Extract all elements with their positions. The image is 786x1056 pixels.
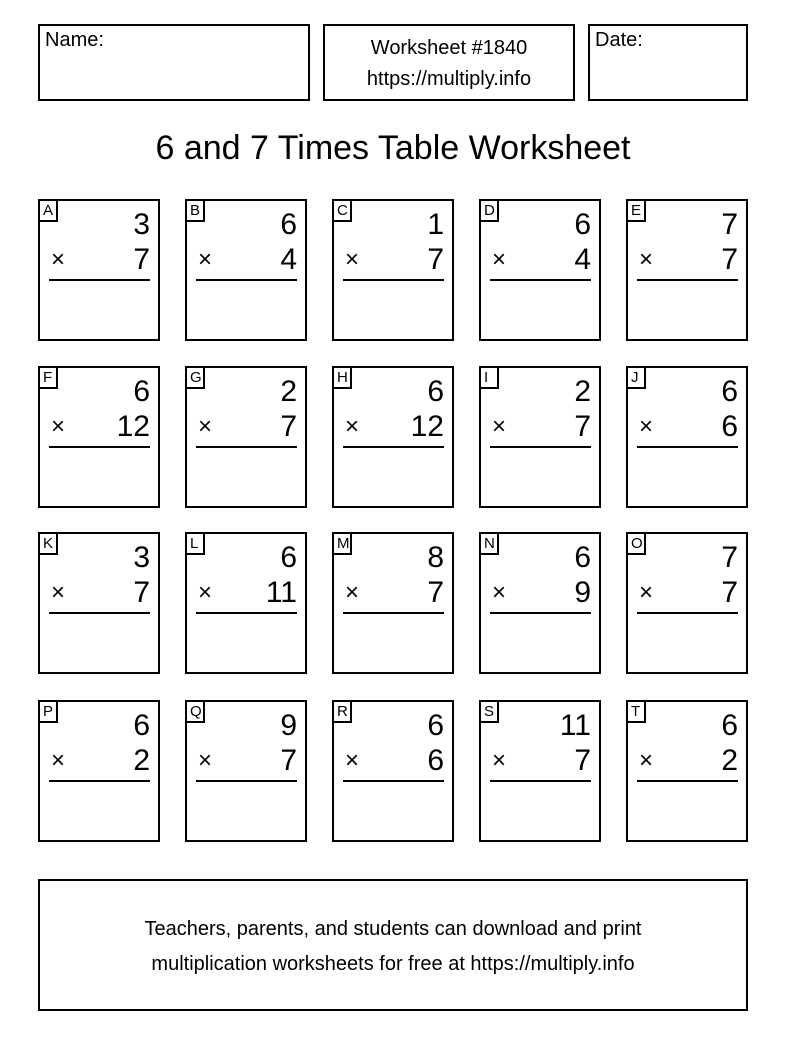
answer-line: [343, 279, 444, 281]
multiplier: 7: [574, 410, 591, 443]
answer-line: [49, 279, 150, 281]
answer-line: [196, 612, 297, 614]
problem-letter: F: [38, 366, 58, 389]
problem-letter: T: [626, 700, 646, 723]
problem-card: [185, 366, 307, 508]
page-title: 6 and 7 Times Table Worksheet: [155, 129, 631, 167]
multiplier: 6: [721, 410, 738, 443]
multiplicand: 6: [574, 208, 591, 241]
problem-card: [332, 532, 454, 674]
times-operator: ×: [51, 246, 66, 273]
answer-line: [49, 780, 150, 782]
problem-letter: O: [626, 532, 646, 555]
problem-card: [626, 700, 748, 842]
times-operator: ×: [345, 579, 360, 606]
multiplicand: 2: [280, 375, 297, 408]
problem-letter: I: [479, 366, 499, 389]
multiplier: 7: [280, 410, 297, 443]
problem-letter: M: [332, 532, 352, 555]
problem-card: [38, 700, 160, 842]
problem-card: [332, 366, 454, 508]
multiplicand: 9: [280, 709, 297, 742]
multiplicand: 7: [721, 208, 738, 241]
times-operator: ×: [492, 579, 507, 606]
times-operator: ×: [198, 413, 213, 440]
answer-line: [637, 279, 738, 281]
problem-card: [38, 532, 160, 674]
problem-card: [185, 199, 307, 341]
problem-card: [38, 366, 160, 508]
multiplier: 12: [116, 410, 150, 443]
problem-card: [332, 700, 454, 842]
multiplier: 7: [427, 576, 444, 609]
multiplier: 11: [265, 576, 297, 609]
multiplicand: 6: [133, 375, 150, 408]
footer-line-2: multiplication worksheets for free at https://multiply.info: [151, 953, 635, 975]
name-label: Name:: [45, 29, 104, 51]
problem-letter: E: [626, 199, 646, 222]
problem-letter: Q: [185, 700, 205, 723]
problem-card: [479, 366, 601, 508]
multiplicand: 11: [559, 709, 591, 742]
problem-card: [185, 700, 307, 842]
multiplier: 9: [574, 576, 591, 609]
multiplicand: 6: [280, 541, 297, 574]
problem-letter: B: [185, 199, 205, 222]
times-operator: ×: [345, 246, 360, 273]
answer-line: [196, 780, 297, 782]
answer-line: [343, 446, 444, 448]
answer-line: [637, 780, 738, 782]
multiplicand: 6: [721, 709, 738, 742]
multiplier: 6: [427, 744, 444, 777]
answer-line: [343, 780, 444, 782]
multiplicand: 3: [133, 208, 150, 241]
problem-card: [185, 532, 307, 674]
problem-card: [38, 199, 160, 341]
problem-card: [332, 199, 454, 341]
answer-line: [49, 446, 150, 448]
problem-card: [479, 199, 601, 341]
multiplier: 7: [133, 243, 150, 276]
multiplier: 7: [280, 744, 297, 777]
answer-line: [637, 612, 738, 614]
multiplier: 2: [721, 744, 738, 777]
multiplicand: 6: [721, 375, 738, 408]
times-operator: ×: [51, 413, 66, 440]
problem-letter: J: [626, 366, 646, 389]
times-operator: ×: [639, 579, 654, 606]
times-operator: ×: [492, 747, 507, 774]
footer-box: [38, 879, 748, 1011]
multiplicand: 1: [427, 208, 444, 241]
multiplicand: 8: [427, 541, 444, 574]
answer-line: [490, 279, 591, 281]
times-operator: ×: [198, 747, 213, 774]
multiplier: 12: [410, 410, 444, 443]
times-operator: ×: [345, 413, 360, 440]
multiplier: 4: [280, 243, 297, 276]
answer-line: [490, 446, 591, 448]
times-operator: ×: [492, 246, 507, 273]
problem-letter: K: [38, 532, 58, 555]
multiplier: 7: [427, 243, 444, 276]
problem-card: [479, 700, 601, 842]
times-operator: ×: [639, 246, 654, 273]
answer-line: [196, 446, 297, 448]
times-operator: ×: [51, 747, 66, 774]
problem-letter: D: [479, 199, 499, 222]
problem-letter: G: [185, 366, 205, 389]
multiplier: 4: [574, 243, 591, 276]
times-operator: ×: [198, 579, 213, 606]
answer-line: [637, 446, 738, 448]
times-operator: ×: [639, 413, 654, 440]
times-operator: ×: [51, 579, 66, 606]
multiplicand: 6: [427, 375, 444, 408]
footer-line-1: Teachers, parents, and students can download and print: [144, 918, 642, 940]
problem-card: [479, 532, 601, 674]
problem-card: [626, 532, 748, 674]
worksheet-url: https://multiply.info: [366, 68, 532, 90]
answer-line: [49, 612, 150, 614]
multiplicand: 6: [133, 709, 150, 742]
multiplicand: 6: [574, 541, 591, 574]
answer-line: [490, 780, 591, 782]
answer-line: [196, 279, 297, 281]
multiplier: 7: [133, 576, 150, 609]
answer-line: [343, 612, 444, 614]
multiplier: 2: [133, 744, 150, 777]
multiplier: 7: [721, 243, 738, 276]
multiplicand: 7: [721, 541, 738, 574]
multiplier: 7: [721, 576, 738, 609]
times-operator: ×: [345, 747, 360, 774]
multiplicand: 6: [280, 208, 297, 241]
problem-letter: R: [332, 700, 352, 723]
multiplicand: 6: [427, 709, 444, 742]
problem-letter: P: [38, 700, 58, 723]
problem-letter: N: [479, 532, 499, 555]
multiplier: 7: [574, 744, 591, 777]
problem-letter: L: [185, 532, 205, 555]
worksheet-number: Worksheet #1840: [370, 37, 528, 59]
times-operator: ×: [492, 413, 507, 440]
date-label: Date:: [595, 29, 643, 51]
problem-letter: H: [332, 366, 352, 389]
times-operator: ×: [198, 246, 213, 273]
problem-letter: A: [38, 199, 58, 222]
multiplicand: 3: [133, 541, 150, 574]
times-operator: ×: [639, 747, 654, 774]
problem-letter: S: [479, 700, 499, 723]
answer-line: [490, 612, 591, 614]
problem-card: [626, 199, 748, 341]
problem-letter: C: [332, 199, 352, 222]
problem-card: [626, 366, 748, 508]
multiplicand: 2: [574, 375, 591, 408]
